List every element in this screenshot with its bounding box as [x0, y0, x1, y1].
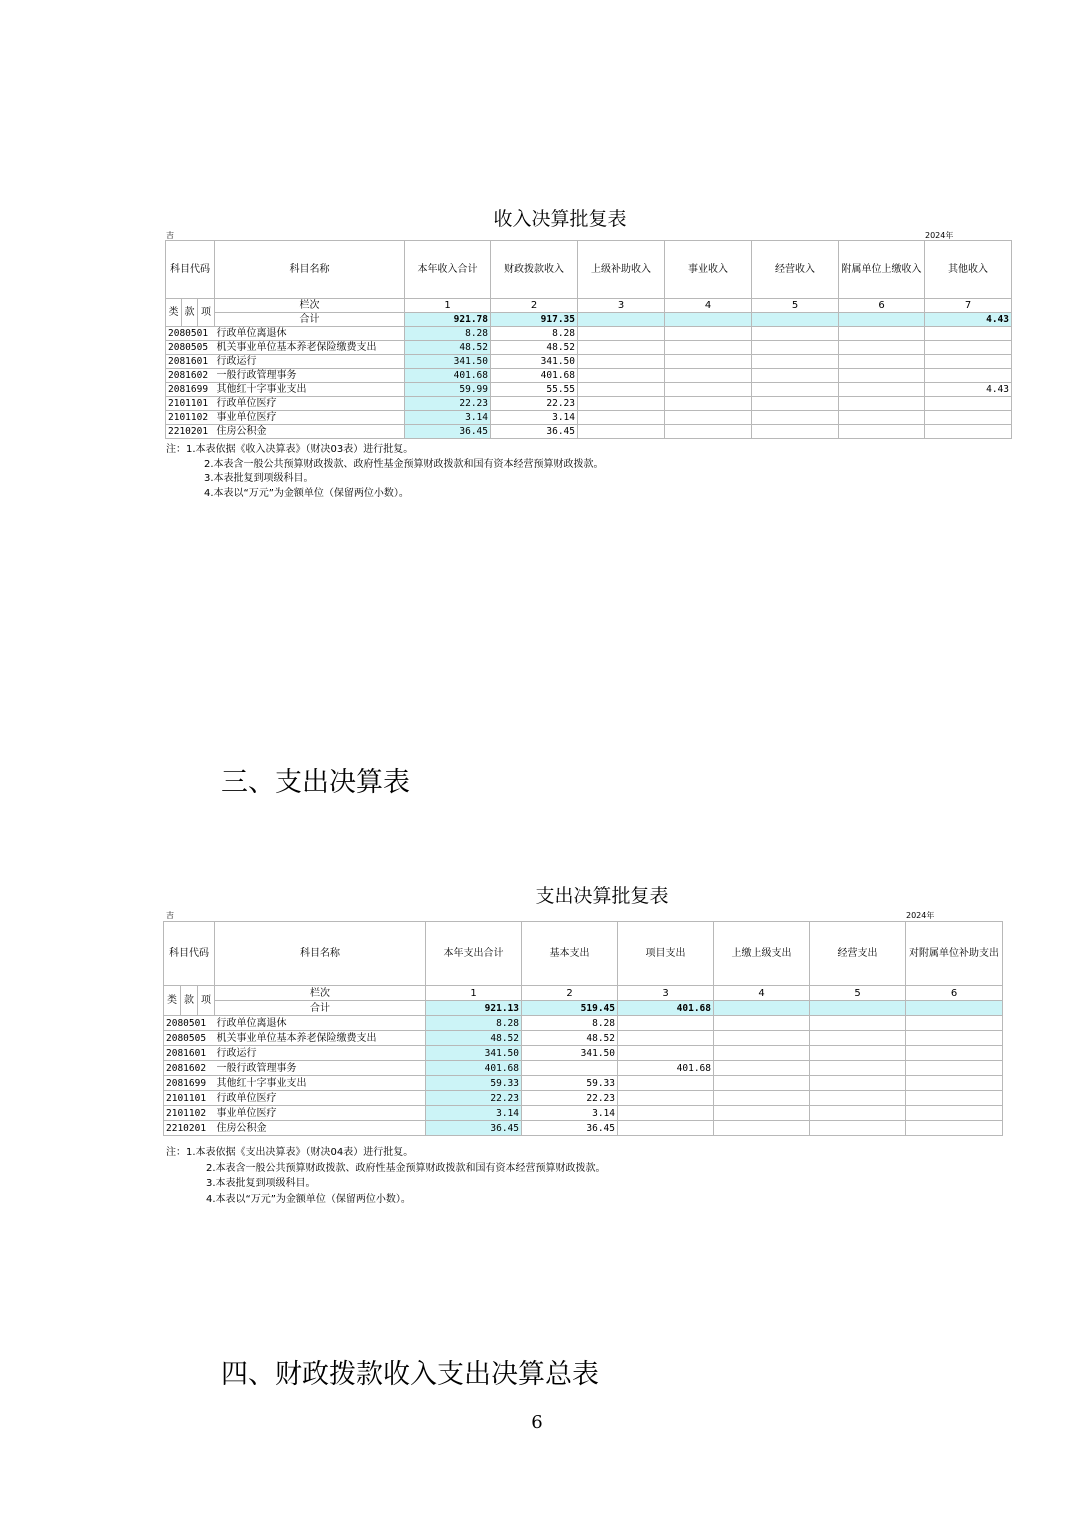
row-cell: 8.28	[426, 1016, 522, 1031]
row-cell: 48.52	[491, 341, 578, 355]
income-table	[165, 240, 1012, 439]
row-cell	[665, 397, 752, 411]
note-line: 4.本表以“万元”为金额单位（保留两位小数）。	[206, 1193, 411, 1205]
header-affiliate: 附属单位上缴收入	[839, 241, 925, 299]
row-cell	[714, 1046, 810, 1061]
row-cell	[618, 1046, 714, 1061]
row-cell	[839, 425, 925, 439]
row-cell: 22.23	[491, 397, 578, 411]
header-code: 科目代码	[166, 241, 215, 299]
row-cell	[618, 1091, 714, 1106]
row-cell: 59.99	[405, 383, 491, 397]
row-cell	[665, 355, 752, 369]
expense-table-title: 支出决算批复表	[535, 885, 669, 907]
row-cell	[906, 1091, 1003, 1106]
row-cell: 8.28	[491, 327, 578, 341]
note-line: 3.本表批复到项级科目。	[204, 473, 314, 484]
total-cell: 921.78	[405, 313, 491, 327]
row-cell	[906, 1076, 1003, 1091]
row-code: 2081602	[166, 369, 215, 383]
row-name: 行政单位离退休	[215, 327, 405, 341]
row-cell: 22.23	[522, 1091, 618, 1106]
row-cell	[618, 1076, 714, 1091]
row-cell: 4.43	[925, 383, 1012, 397]
expense-year: 2024年	[906, 911, 935, 920]
row-cell	[810, 1016, 906, 1031]
row-cell	[714, 1016, 810, 1031]
header-operating: 经营收入	[752, 241, 839, 299]
table-row	[164, 1091, 1003, 1106]
row-cell	[665, 425, 752, 439]
note-line: 3.本表批复到项级科目。	[206, 1178, 316, 1189]
row-name: 住房公积金	[215, 425, 405, 439]
row-cell	[578, 369, 665, 383]
section-heading-expense: 三、支出决算表	[221, 767, 410, 798]
table-row	[164, 1031, 1003, 1046]
row-cell	[906, 1061, 1003, 1076]
col-num: 3	[578, 299, 665, 313]
row-name: 一般行政管理事务	[215, 369, 405, 383]
header-operating: 经营支出	[810, 922, 906, 986]
row-cell	[925, 355, 1012, 369]
table-row	[166, 369, 1012, 383]
row-cell	[752, 425, 839, 439]
total-cell: 4.43	[925, 313, 1012, 327]
row-name: 事业单位医疗	[215, 411, 405, 425]
page-number: 6	[531, 1412, 543, 1433]
row-cell	[714, 1061, 810, 1076]
note-line: 注：1.本表依据《支出决算表》（财决04表）进行批复。	[166, 1147, 414, 1158]
row-cell	[925, 341, 1012, 355]
row-cell	[906, 1106, 1003, 1121]
total-cell	[665, 313, 752, 327]
table-row	[164, 1076, 1003, 1091]
row-code: 2080501	[166, 327, 215, 341]
row-cell	[522, 1061, 618, 1076]
row-cell: 8.28	[522, 1016, 618, 1031]
row-cell	[839, 341, 925, 355]
row-cell: 48.52	[426, 1031, 522, 1046]
row-cell	[925, 397, 1012, 411]
row-cell	[906, 1121, 1003, 1136]
row-cell	[618, 1016, 714, 1031]
row-cell	[665, 411, 752, 425]
row-cell	[839, 369, 925, 383]
header-total: 本年支出合计	[426, 922, 522, 986]
row-cell	[906, 1046, 1003, 1061]
row-cell	[752, 327, 839, 341]
row-code: 2210201	[164, 1121, 215, 1136]
row-code: 2210201	[166, 425, 215, 439]
header-name: 科目名称	[215, 922, 426, 986]
total-label: 合计	[215, 313, 405, 327]
row-cell	[578, 411, 665, 425]
row-cell	[810, 1076, 906, 1091]
row-cell: 59.33	[426, 1076, 522, 1091]
total-label: 合计	[215, 1001, 426, 1016]
row-cell: 48.52	[405, 341, 491, 355]
row-cell	[810, 1106, 906, 1121]
row-name: 行政运行	[215, 355, 405, 369]
row-cell: 8.28	[405, 327, 491, 341]
total-cell	[810, 1001, 906, 1016]
row-cell	[925, 369, 1012, 383]
row-name: 住房公积金	[215, 1121, 426, 1136]
row-code: 2081601	[166, 355, 215, 369]
row-name: 行政单位医疗	[215, 397, 405, 411]
section-heading-summary: 四、财政拨款收入支出决算总表	[221, 1359, 599, 1390]
note-line: 4.本表以“万元”为金额单位（保留两位小数）。	[204, 487, 409, 499]
sub-kuan: 款	[181, 986, 198, 1016]
row-code: 2080505	[164, 1031, 215, 1046]
table-row	[164, 1061, 1003, 1076]
col-num: 4	[714, 986, 810, 1001]
row-name: 行政运行	[215, 1046, 426, 1061]
row-cell: 3.14	[491, 411, 578, 425]
row-name: 行政单位离退休	[215, 1016, 426, 1031]
col-num: 1	[426, 986, 522, 1001]
col-num: 1	[405, 299, 491, 313]
header-superior: 上级补助收入	[578, 241, 665, 299]
expense-table	[163, 921, 1003, 1136]
row-cell	[665, 369, 752, 383]
income-notes	[166, 443, 604, 501]
row-name: 其他红十字事业支出	[215, 1076, 426, 1091]
row-cell	[839, 411, 925, 425]
row-cell	[752, 341, 839, 355]
table-row	[166, 327, 1012, 341]
header-total: 本年收入合计	[405, 241, 491, 299]
row-cell	[618, 1121, 714, 1136]
row-name: 机关事业单位基本养老保险缴费支出	[215, 341, 405, 355]
row-cell	[906, 1016, 1003, 1031]
row-cell	[578, 383, 665, 397]
header-business: 事业收入	[665, 241, 752, 299]
note-line: 2.本表含一般公共预算财政拨款、政府性基金预算财政拨款和国有资本经营预算财政拨款。	[204, 458, 604, 470]
row-cell: 36.45	[426, 1121, 522, 1136]
row-code: 2080501	[164, 1016, 215, 1031]
table-row	[166, 411, 1012, 425]
row-cell	[810, 1091, 906, 1106]
row-cell	[578, 425, 665, 439]
row-name: 事业单位医疗	[215, 1106, 426, 1121]
table-row	[166, 397, 1012, 411]
total-cell	[839, 313, 925, 327]
row-name: 机关事业单位基本养老保险缴费支出	[215, 1031, 426, 1046]
row-cell: 3.14	[522, 1106, 618, 1121]
lanci-label: 栏次	[215, 299, 405, 313]
income-year: 2024年	[925, 231, 954, 240]
row-cell	[714, 1121, 810, 1136]
expense-unit-left: 吉	[166, 911, 174, 920]
row-cell	[925, 327, 1012, 341]
table-row	[164, 1016, 1003, 1031]
row-name: 一般行政管理事务	[215, 1061, 426, 1076]
row-cell	[839, 397, 925, 411]
row-cell: 59.33	[522, 1076, 618, 1091]
row-cell	[839, 327, 925, 341]
table-row	[164, 1121, 1003, 1136]
row-cell: 401.68	[491, 369, 578, 383]
row-cell	[752, 355, 839, 369]
row-cell: 36.45	[522, 1121, 618, 1136]
row-code: 2101102	[164, 1106, 215, 1121]
row-cell: 341.50	[522, 1046, 618, 1061]
note-line: 2.本表含一般公共预算财政拨款、政府性基金预算财政拨款和国有资本经营预算财政拨款。	[206, 1162, 606, 1174]
row-cell	[578, 355, 665, 369]
header-basic: 基本支出	[522, 922, 618, 986]
row-code: 2080505	[166, 341, 215, 355]
row-cell: 401.68	[426, 1061, 522, 1076]
row-cell: 22.23	[426, 1091, 522, 1106]
row-cell: 36.45	[491, 425, 578, 439]
row-cell	[752, 397, 839, 411]
total-cell: 917.35	[491, 313, 578, 327]
row-cell	[752, 369, 839, 383]
row-cell	[665, 341, 752, 355]
row-code: 2081699	[166, 383, 215, 397]
table-row	[166, 425, 1012, 439]
row-cell	[810, 1121, 906, 1136]
row-cell	[810, 1046, 906, 1061]
sub-lei: 类	[164, 986, 181, 1016]
col-num: 2	[522, 986, 618, 1001]
col-num: 6	[906, 986, 1003, 1001]
row-cell	[839, 383, 925, 397]
row-cell	[714, 1106, 810, 1121]
row-cell	[578, 341, 665, 355]
total-cell	[752, 313, 839, 327]
row-cell: 401.68	[618, 1061, 714, 1076]
table-row	[166, 341, 1012, 355]
expense-notes	[166, 1145, 606, 1207]
lanci-label: 栏次	[215, 986, 426, 1001]
row-cell	[618, 1031, 714, 1046]
row-cell	[906, 1031, 1003, 1046]
row-cell	[752, 383, 839, 397]
row-cell: 48.52	[522, 1031, 618, 1046]
row-cell: 36.45	[405, 425, 491, 439]
header-affiliate-subsidy: 对附属单位补助支出	[906, 922, 1003, 986]
header-name: 科目名称	[215, 241, 405, 299]
table-row	[164, 1046, 1003, 1061]
header-project: 项目支出	[618, 922, 714, 986]
row-cell: 401.68	[405, 369, 491, 383]
header-code: 科目代码	[164, 922, 215, 986]
row-code: 2101101	[164, 1091, 215, 1106]
table-row	[164, 1106, 1003, 1121]
row-name: 其他红十字事业支出	[215, 383, 405, 397]
row-cell	[925, 425, 1012, 439]
income-table-title: 收入决算批复表	[493, 208, 627, 230]
header-other: 其他收入	[925, 241, 1012, 299]
row-code: 2081602	[164, 1061, 215, 1076]
row-cell	[752, 411, 839, 425]
row-cell	[665, 383, 752, 397]
col-num: 5	[810, 986, 906, 1001]
col-num: 6	[839, 299, 925, 313]
row-cell	[810, 1061, 906, 1076]
row-code: 2081601	[164, 1046, 215, 1061]
row-cell: 341.50	[426, 1046, 522, 1061]
sub-kuan: 款	[182, 299, 198, 327]
total-cell	[578, 313, 665, 327]
sub-lei: 类	[166, 299, 182, 327]
total-cell: 921.13	[426, 1001, 522, 1016]
total-cell: 401.68	[618, 1001, 714, 1016]
row-cell	[925, 411, 1012, 425]
row-cell	[578, 327, 665, 341]
col-num: 7	[925, 299, 1012, 313]
row-cell: 3.14	[405, 411, 491, 425]
row-cell	[618, 1106, 714, 1121]
col-num: 3	[618, 986, 714, 1001]
table-row	[166, 355, 1012, 369]
row-cell	[714, 1091, 810, 1106]
sub-xiang: 项	[198, 986, 215, 1016]
header-remit: 上缴上级支出	[714, 922, 810, 986]
sub-xiang: 项	[198, 299, 215, 327]
row-cell: 3.14	[426, 1106, 522, 1121]
header-fiscal: 财政拨款收入	[491, 241, 578, 299]
total-cell	[714, 1001, 810, 1016]
col-num: 2	[491, 299, 578, 313]
total-cell	[906, 1001, 1003, 1016]
row-cell	[714, 1076, 810, 1091]
row-cell: 55.55	[491, 383, 578, 397]
total-cell: 519.45	[522, 1001, 618, 1016]
row-code: 2101102	[166, 411, 215, 425]
income-unit-left: 吉	[166, 231, 174, 240]
row-cell	[810, 1031, 906, 1046]
col-num: 5	[752, 299, 839, 313]
row-code: 2101101	[166, 397, 215, 411]
row-cell	[714, 1031, 810, 1046]
row-cell	[839, 355, 925, 369]
row-name: 行政单位医疗	[215, 1091, 426, 1106]
row-cell	[665, 327, 752, 341]
col-num: 4	[665, 299, 752, 313]
note-line: 注：1.本表依据《收入决算表》（财决03表）进行批复。	[166, 444, 414, 455]
row-cell	[578, 397, 665, 411]
row-code: 2081699	[164, 1076, 215, 1091]
row-cell: 22.23	[405, 397, 491, 411]
row-cell: 341.50	[405, 355, 491, 369]
table-row	[166, 383, 1012, 397]
row-cell: 341.50	[491, 355, 578, 369]
